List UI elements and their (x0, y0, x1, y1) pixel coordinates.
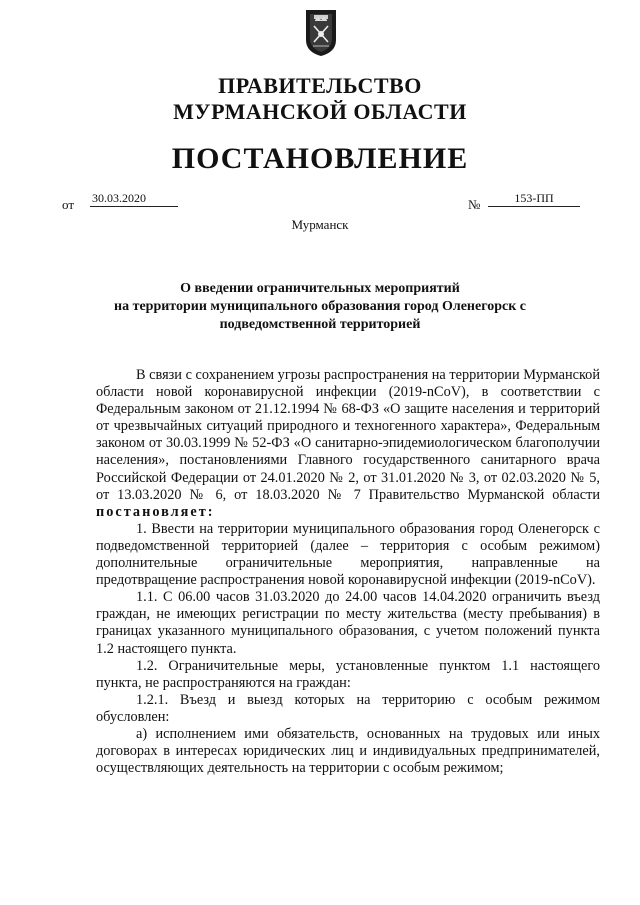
document-subject (80, 280, 560, 334)
coat-of-arms-icon (302, 8, 340, 58)
date-label: от (62, 197, 75, 212)
government-title-line1: ПРАВИТЕЛЬСТВО (218, 73, 422, 98)
government-title-line2: МУРМАНСКОЙ ОБЛАСТИ (173, 99, 467, 124)
clause-1: 1. Ввести на территории муниципального образования город Оленегорск с подведомственной территорией (далее – территория с особым режимом) дополнительные ограничительные мероприятия, направленные на предотвращение распространения новой коронавирусной инфекции (2019-nCoV). (96, 520, 600, 589)
clause-1-2-1-a: а) исполнением ими обязательств, основанных на трудовых или иных договорах в интересах юридических лиц и индивидуальных предпринимателей, осуществляющих деятельность на территории с особым режимом; (96, 725, 600, 777)
document-type-heading: ПОСТАНОВЛЕНИЕ (171, 142, 469, 175)
coat-of-arms-emblem (302, 8, 340, 58)
document-date: 30.03.2020 (90, 190, 178, 207)
clause-1-2: 1.2. Ограничительные меры, установленные пунктом 1.1 настоящего пункта, не распространяются на граждан: (96, 657, 600, 691)
subject-line: О введении ограничительных мероприятий (180, 281, 460, 296)
preamble-paragraph (96, 367, 600, 521)
clause-1-2-1: 1.2.1. Въезд и выезд которых на территорию с особым режимом обусловлен: (96, 691, 600, 725)
subject-line: подведомственной территорией (219, 317, 421, 332)
subject-line: на территории муниципального образования город Оленегорск с (114, 299, 526, 314)
document-number: 153-ПП (488, 190, 580, 207)
document-body (96, 367, 600, 777)
clause-1-1: 1.1. С 06.00 часов 31.03.2020 до 24.00 часов 14.04.2020 ограничить въезд граждан, не имеющих регистрации по месту жительства (месту пребывания) в границах указанного муниципального образования, с учетом положений пункта 1.2 настоящего пункта. (96, 589, 600, 657)
city-name: Мурманск (291, 217, 349, 232)
number-label: № (468, 197, 481, 212)
resolve-word: постановляет: (96, 503, 215, 520)
preamble-text: В связи с сохранением угрозы распространения на территории Мурманской области новой коронавирусной инфекции (2019-nCoV), в соответствии с Федеральным законом от 21.12.1994 № 68-ФЗ «О защите населения и территорий от чрезвычайных ситуаций природного и техногенного характера», Федеральным законом от 30.03.1999 № 52-ФЗ «О санитарно-эпидемиологическом благополучии населения», постановлениями Главного государственного санитарного врача Российской Федерации от 24.01.2020 № 2, от 31.01.2020 № 3, от 02.03.2020 № 5, от 13.03.2020 № 6, от 18.03.2020 № 7 Правительство Мурманской области (96, 367, 600, 503)
